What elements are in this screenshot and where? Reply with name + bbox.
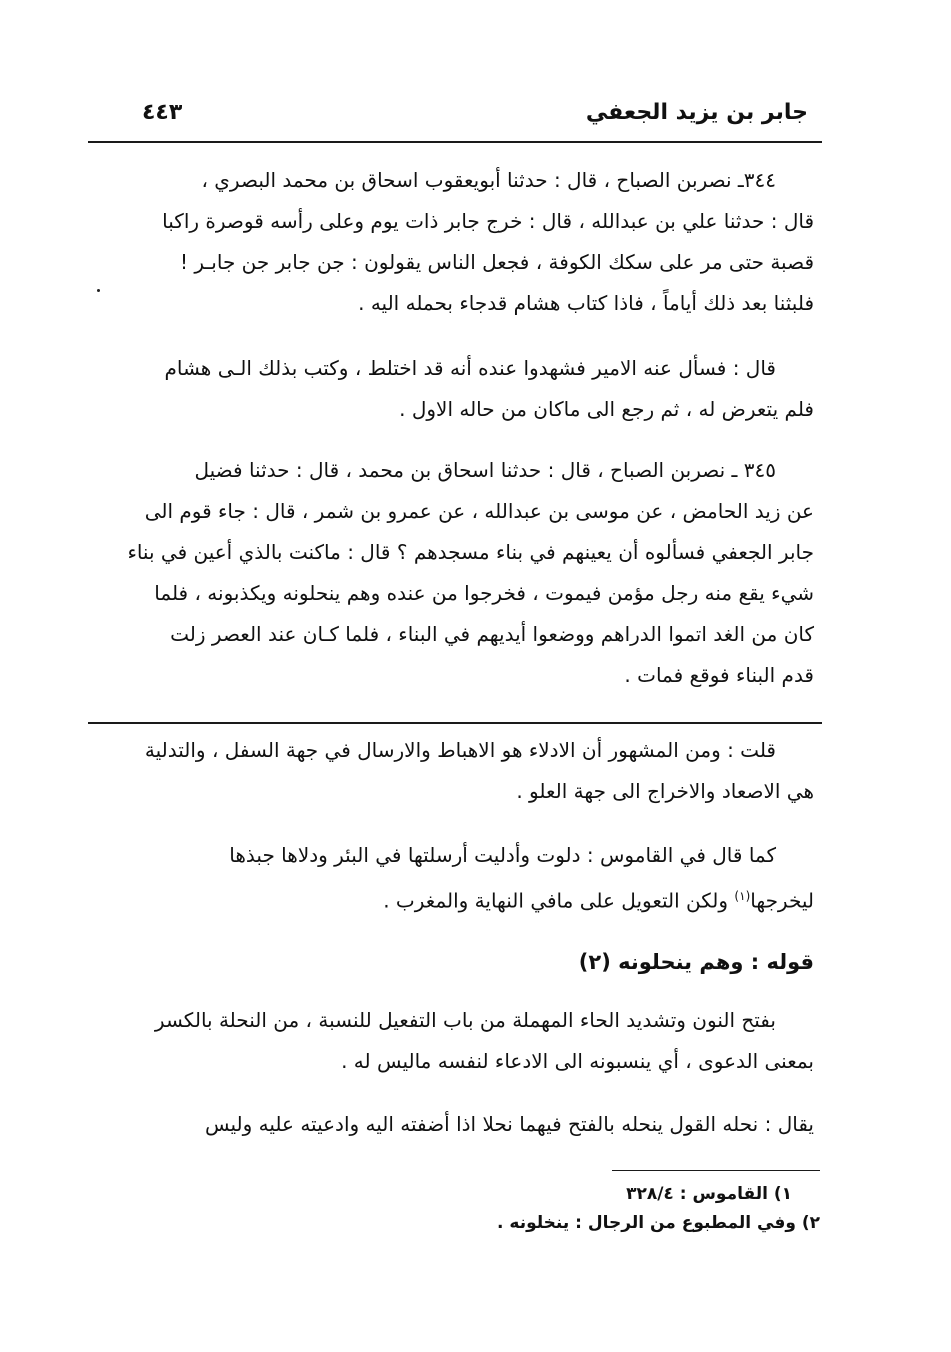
text-line: كما قال في القاموس : دلوت وأدليت أرسلتها في البئر ودلاها جبذها	[229, 843, 776, 867]
text-line: عن زيد الحامض ، عن موسى بن عبدالله ، عن عمرو بن شمر ، قال : جاء قوم الى	[144, 499, 814, 523]
paragraph-344	[92, 160, 814, 324]
paragraph-345	[92, 450, 814, 696]
text-line: بمعنى الدعوى ، أي ينسبونه الى الادعاء لنفسه ماليس له .	[341, 1049, 814, 1073]
text-line: شيء يقع منه رجل مؤمن فيموت ، فخرجوا من عنده وهم ينحلونه ويكذبونه ، فلما	[154, 581, 814, 605]
text-line: قلت : ومن المشهور أن الادلاء هو الاهباط والارسال في جهة السفل ، والتدلية	[144, 738, 776, 762]
text-line: يقال : نحله القول ينحله بالفتح فيهما نحلا اذا أضفته اليه وادعيته عليه وليس	[205, 1112, 814, 1136]
text-line: قصبة حتى مر على سكك الكوفة ، فجعل الناس يقولون : جن جابر جن جابـر !	[180, 250, 814, 274]
running-title: جابر بن يزيد الجعفي	[585, 100, 808, 125]
text-fragment: ولكن التعويل على مافي النهاية والمغرب .	[383, 888, 735, 913]
text-line	[92, 876, 814, 922]
commentary-paragraph-1	[92, 730, 814, 812]
footnote-ref-1[interactable]: (١)	[734, 889, 751, 903]
footnote-2: ٢) وفي المطبوع من الرجال : ينخلونه .	[497, 1213, 820, 1233]
footnote-rule	[612, 1170, 820, 1171]
text-line: بفتح النون وتشديد الحاء المهملة من باب التفعيل للنسبة ، من النحلة بالكسر	[154, 1008, 776, 1032]
commentary-paragraph-3	[92, 1000, 814, 1082]
print-speck	[97, 289, 100, 292]
page-number: ٤٤٣	[142, 100, 183, 125]
text-line: فلبثنا بعد ذلك أياماً ، فاذا كتاب هشام قدجاء بحمله اليه .	[358, 291, 814, 315]
text-fragment: ليخرجها	[750, 888, 814, 913]
footnote-1: ١) القاموس : ٣٢٨/٤	[626, 1184, 792, 1204]
text-line: ٣٤٥ ـ نصربن الصباح ، قال : حدثنا اسحاق بن محمد ، قال : حدثنا فضيل	[194, 458, 776, 482]
commentary-paragraph-2	[92, 835, 814, 922]
text-line: قال : حدثنا علي بن عبدالله ، قال : خرج جابر ذات يوم وعلى رأسه قوصرة راكبا	[162, 209, 814, 233]
footnotes	[380, 1180, 820, 1238]
paragraph-344-continued	[92, 348, 814, 430]
header-rule	[88, 141, 822, 143]
text-line: كان من الغد اتموا الدراهم ووضعوا أيديهم في البناء ، فلما كـان عند العصر زلت	[170, 622, 814, 646]
text-line: قدم البناء فوقع فمات .	[624, 663, 814, 687]
commentary-paragraph-4	[92, 1104, 814, 1145]
section-rule	[88, 722, 822, 724]
text-line: هي الاصعاد والاخراج الى جهة العلو .	[516, 779, 814, 803]
text-line: فلم يتعرض له ، ثم رجع الى ماكان من حاله الاول .	[399, 397, 814, 421]
text-line: قال : فسأل عنه الامير فشهدوا عنده أنه قد اختلط ، وكتب بذلك الـى هشام	[164, 356, 776, 380]
text-line: جابر الجعفي فسألوه أن يعينهم في بناء مسجدهم ؟ قال : ماكنت بالذي أعين في بناء	[127, 540, 814, 564]
commentary-heading: قوله : وهم ينحلونه (٢)	[578, 950, 814, 974]
page-header	[90, 100, 820, 136]
text-line: ٣٤٤ـ نصربن الصباح ، قال : حدثنا أبويعقوب اسحاق بن محمد البصري ،	[201, 168, 776, 192]
